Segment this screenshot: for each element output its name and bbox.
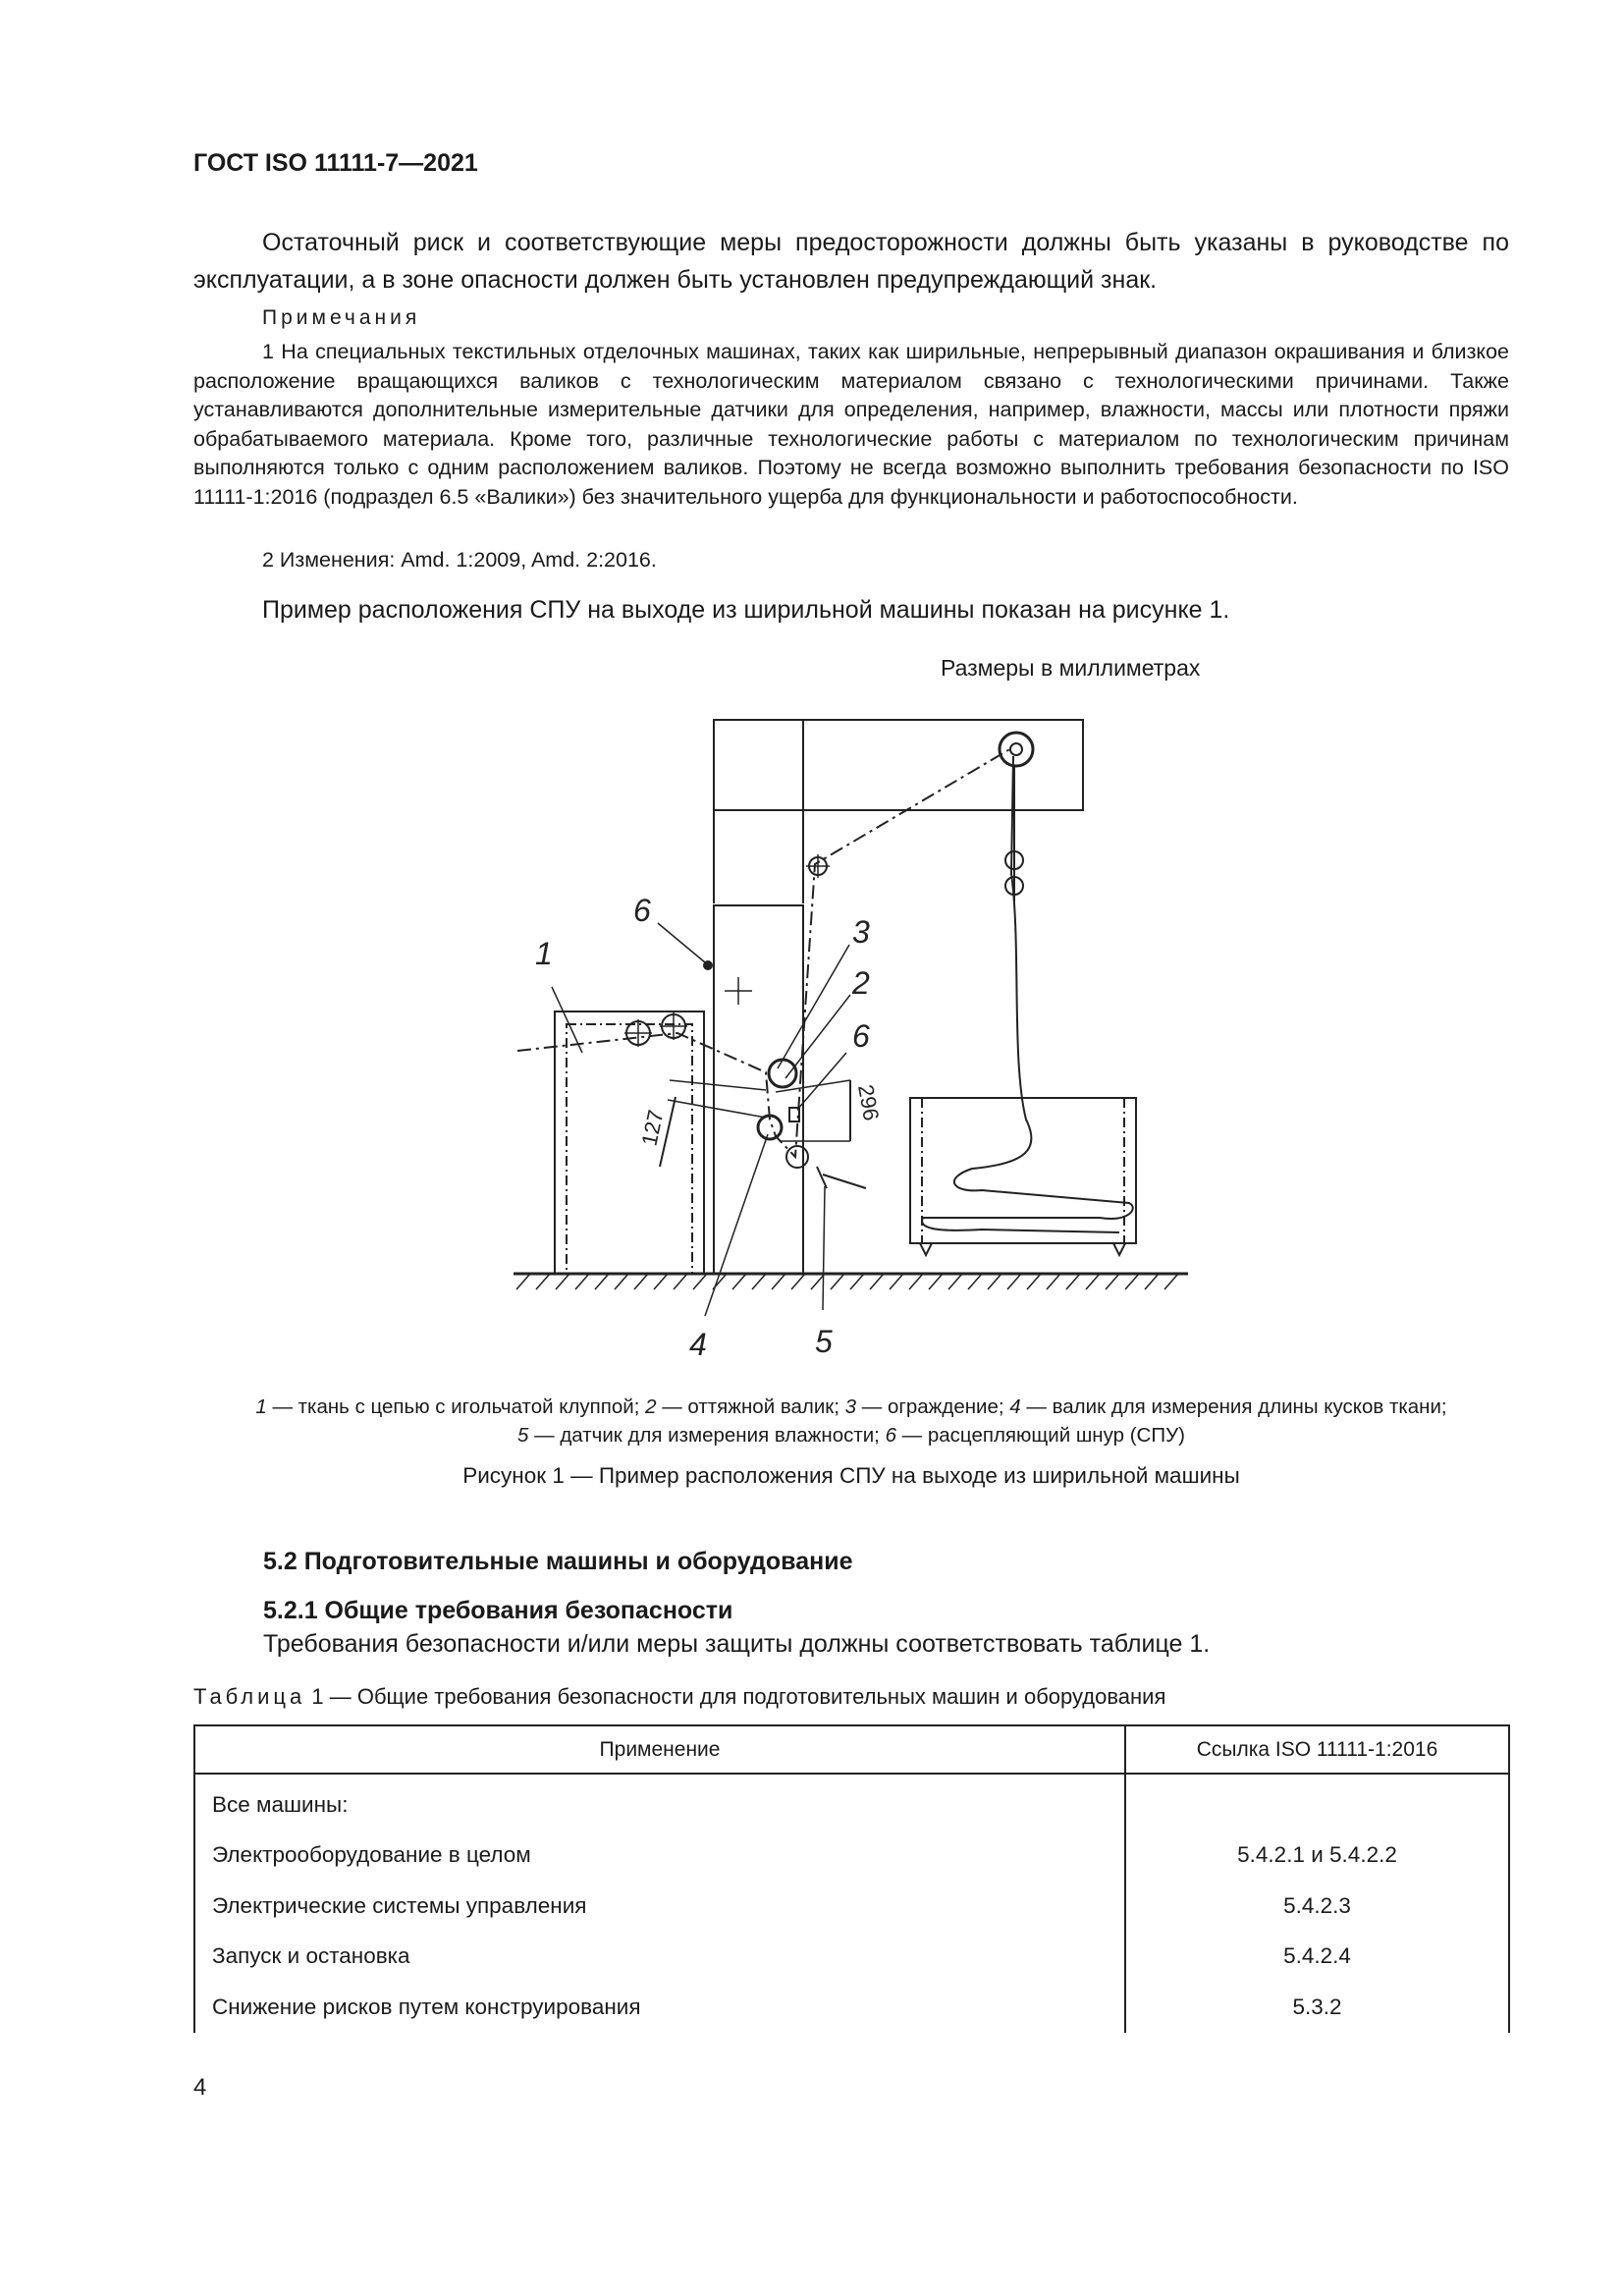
plaiting-hopper <box>910 1098 1136 1243</box>
cell-reference: 5.3.2 <box>1125 1982 1509 2033</box>
legend-text: — ткань с цепью с игольчатой клуппой; <box>266 1395 646 1418</box>
legend-num: 2 <box>645 1395 657 1418</box>
figure-1-drawing <box>491 697 1217 1365</box>
dim-296-label: 296 <box>853 1082 885 1123</box>
dim-127-label: 127 <box>636 1107 669 1149</box>
section-heading-5-2: 5.2 Подготовительные машины и оборудование <box>263 1548 853 1575</box>
note-1: 1 На специальных текстильных отделочных машинах, таких как ширильные, непрерывный диапазон окрашивания и близкое расположение вращающихся валиков с технологическим материалом связано с технологическими причинами. Также устанавливаются дополнительные измерительные датчики для определения, например, влажности, массы или плотности пряжи обрабатываемого материала. Кроме того, различные технологические работы с материалом по технологическим причинам выполняются только с одним расположением валиков. Поэтому не всегда возможно выполнить требования безопасности по ISO 11111-1:2016 (подраздел 6.5 «Валики») без значительного ущерба для функциональности и работоспособности. <box>193 340 1509 509</box>
cell-application: Электрооборудование в целом <box>194 1831 1125 1882</box>
dimensions-note: Размеры в миллиметрах <box>941 655 1201 681</box>
table-row <box>194 1932 1509 1983</box>
sensor-5 <box>817 1167 866 1188</box>
legend-num: 1 <box>255 1395 267 1418</box>
cell-reference: 5.4.2.3 <box>1125 1881 1509 1932</box>
legend-line-2 <box>193 1421 1509 1449</box>
floor-hatching <box>516 1274 1178 1289</box>
legend-text: — оттяжной валик; <box>656 1395 845 1418</box>
legend-line-1 <box>193 1393 1509 1421</box>
column-header-application: Применение <box>194 1725 1125 1774</box>
cell-reference: 5.4.2.1 и 5.4.2.2 <box>1125 1831 1509 1882</box>
legend-text: — валик для измерения длины кусков ткани; <box>1020 1395 1447 1418</box>
takeoff-roller-2 <box>769 1060 796 1087</box>
label-6-right: 6 <box>852 1018 870 1054</box>
cell-reference <box>1125 1774 1509 1831</box>
figure-caption: Рисунок 1 — Пример расположения СПУ на выходе из ширильной машины <box>462 1463 1240 1488</box>
section-heading-5-2-1: 5.2.1 Общие требования безопасности <box>263 1597 733 1624</box>
table-row <box>194 1881 1509 1932</box>
note-2: 2 Изменения: Amd. 1:2009, Amd. 2:2016. <box>262 548 657 572</box>
legend-text: — расцепляющий шнур (СПУ) <box>895 1424 1185 1447</box>
cell-application: Электрические системы управления <box>194 1881 1125 1932</box>
legend-num: 4 <box>1009 1395 1021 1418</box>
top-roller <box>1000 733 1033 766</box>
figure-reference-paragraph: Пример расположения СПУ на выходе из ширильной машины показан на рисунке 1. <box>262 596 1230 624</box>
section-5-2-1-text: Требования безопасности и/или меры защиты должны соответствовать таблице 1. <box>263 1630 1211 1658</box>
page-number: 4 <box>193 2074 207 2101</box>
label-1: 1 <box>535 936 553 971</box>
table-header-row <box>194 1725 1509 1774</box>
cell-application: Запуск и остановка <box>194 1932 1125 1983</box>
fabric-hanging <box>922 756 1133 1232</box>
table-1-title <box>193 1684 1165 1710</box>
table-row <box>194 1774 1509 1831</box>
label-4: 4 <box>689 1327 707 1362</box>
cell-application: Снижение рисков путем конструирования <box>194 1982 1125 2033</box>
column-header-reference: Ссылка ISO 11111-1:2016 <box>1125 1725 1509 1774</box>
chain-unit <box>555 1011 704 1274</box>
label-3: 3 <box>852 914 870 950</box>
label-5: 5 <box>815 1324 833 1359</box>
legend-text: — датчик для измерения влажности; <box>528 1424 886 1447</box>
legend-num: 6 <box>885 1424 896 1447</box>
moisture-sensor-roller <box>786 1146 808 1168</box>
document-header: ГОСТ ISO 11111-7—2021 <box>193 149 478 177</box>
cell-reference: 5.4.2.4 <box>1125 1932 1509 1983</box>
table-1 <box>193 1724 1510 2033</box>
cell-application: Все машины: <box>194 1774 1125 1831</box>
figure-legend <box>193 1393 1509 1449</box>
legend-num: 3 <box>844 1395 857 1418</box>
legend-num: 5 <box>517 1424 529 1447</box>
legend-text: — ограждение; <box>856 1395 1010 1418</box>
table-title-prefix: Таблица <box>193 1684 306 1709</box>
table-row <box>194 1831 1509 1882</box>
notes-title: Примечания <box>262 306 421 329</box>
table-title-rest: 1 — Общие требования безопасности для подготовительных машин и оборудования <box>305 1684 1166 1709</box>
label-2: 2 <box>852 965 870 1001</box>
table-row <box>194 1982 1509 2033</box>
label-6-top: 6 <box>633 893 651 928</box>
intro-paragraph: Остаточный риск и соответствующие меры предосторожности должны быть указаны в руководстве по эксплуатации, а в зоне опасности должен быть установлен предупреждающий знак. <box>193 229 1509 294</box>
upper-frame <box>714 720 1083 810</box>
